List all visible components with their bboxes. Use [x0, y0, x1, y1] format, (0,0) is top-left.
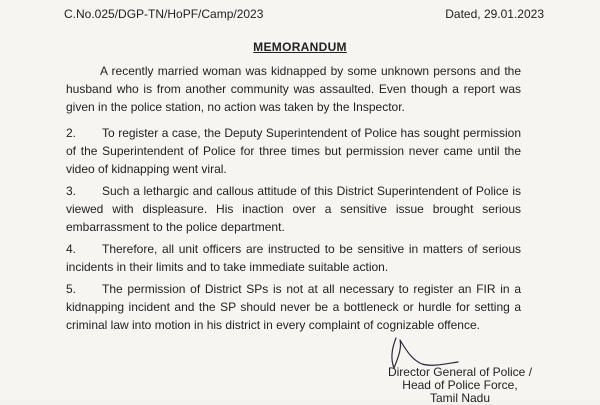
paragraph-2 — [66, 124, 521, 178]
paragraph-text: The permission of District SPs is not at all necessary to register an FIR in a kidnapping incident and the SP should never be a bottleneck or hurdle for setting a criminal law into motion in his district in every complaint of cognizable offence. — [66, 282, 521, 332]
paragraph-text: Such a lethargic and callous attitude of this District Superintendent of Police is viewed with displeasure. His inaction over a sensitive issue brought serious embarrassment to the police department. — [66, 184, 521, 234]
document-date: Dated, 29.01.2023 — [445, 7, 544, 21]
signatory-state: Tamil Nadu — [429, 391, 491, 405]
page-title: MEMORANDUM — [253, 40, 347, 54]
paragraph-1 — [66, 62, 521, 116]
reference-number: C.No.025/DGP-TN/HoPF/Camp/2023 — [64, 7, 264, 21]
signatory-block — [370, 366, 550, 405]
paragraph-text: Therefore, all unit officers are instructed to be sensitive in matters of serious incidents in their limits and to take immediate suitable action. — [66, 242, 521, 274]
paragraph-text: To register a case, the Deputy Superintendent of Police has sought permission of the Superintendent of Police for three times but permission never came until the video of kidnapping went viral. — [66, 126, 521, 176]
paragraph-number: 3. — [66, 184, 77, 198]
document-header — [64, 7, 544, 21]
paragraph-3 — [66, 182, 521, 236]
paragraph-number: 2. — [66, 126, 77, 140]
paragraph-4 — [66, 240, 521, 276]
paragraph-5 — [66, 280, 521, 334]
signatory-office: Head of Police Force, — [402, 378, 518, 392]
paragraph-number: 4. — [66, 242, 77, 256]
paragraph-text: A recently married woman was kidnapped by some unknown persons and the husband who is from another community was assaulted. Even though a report was given in the police station, no action was taken by the Inspector. — [66, 64, 521, 114]
paragraph-number: 5. — [66, 282, 77, 296]
signatory-title: Director General of Police / — [387, 365, 533, 379]
